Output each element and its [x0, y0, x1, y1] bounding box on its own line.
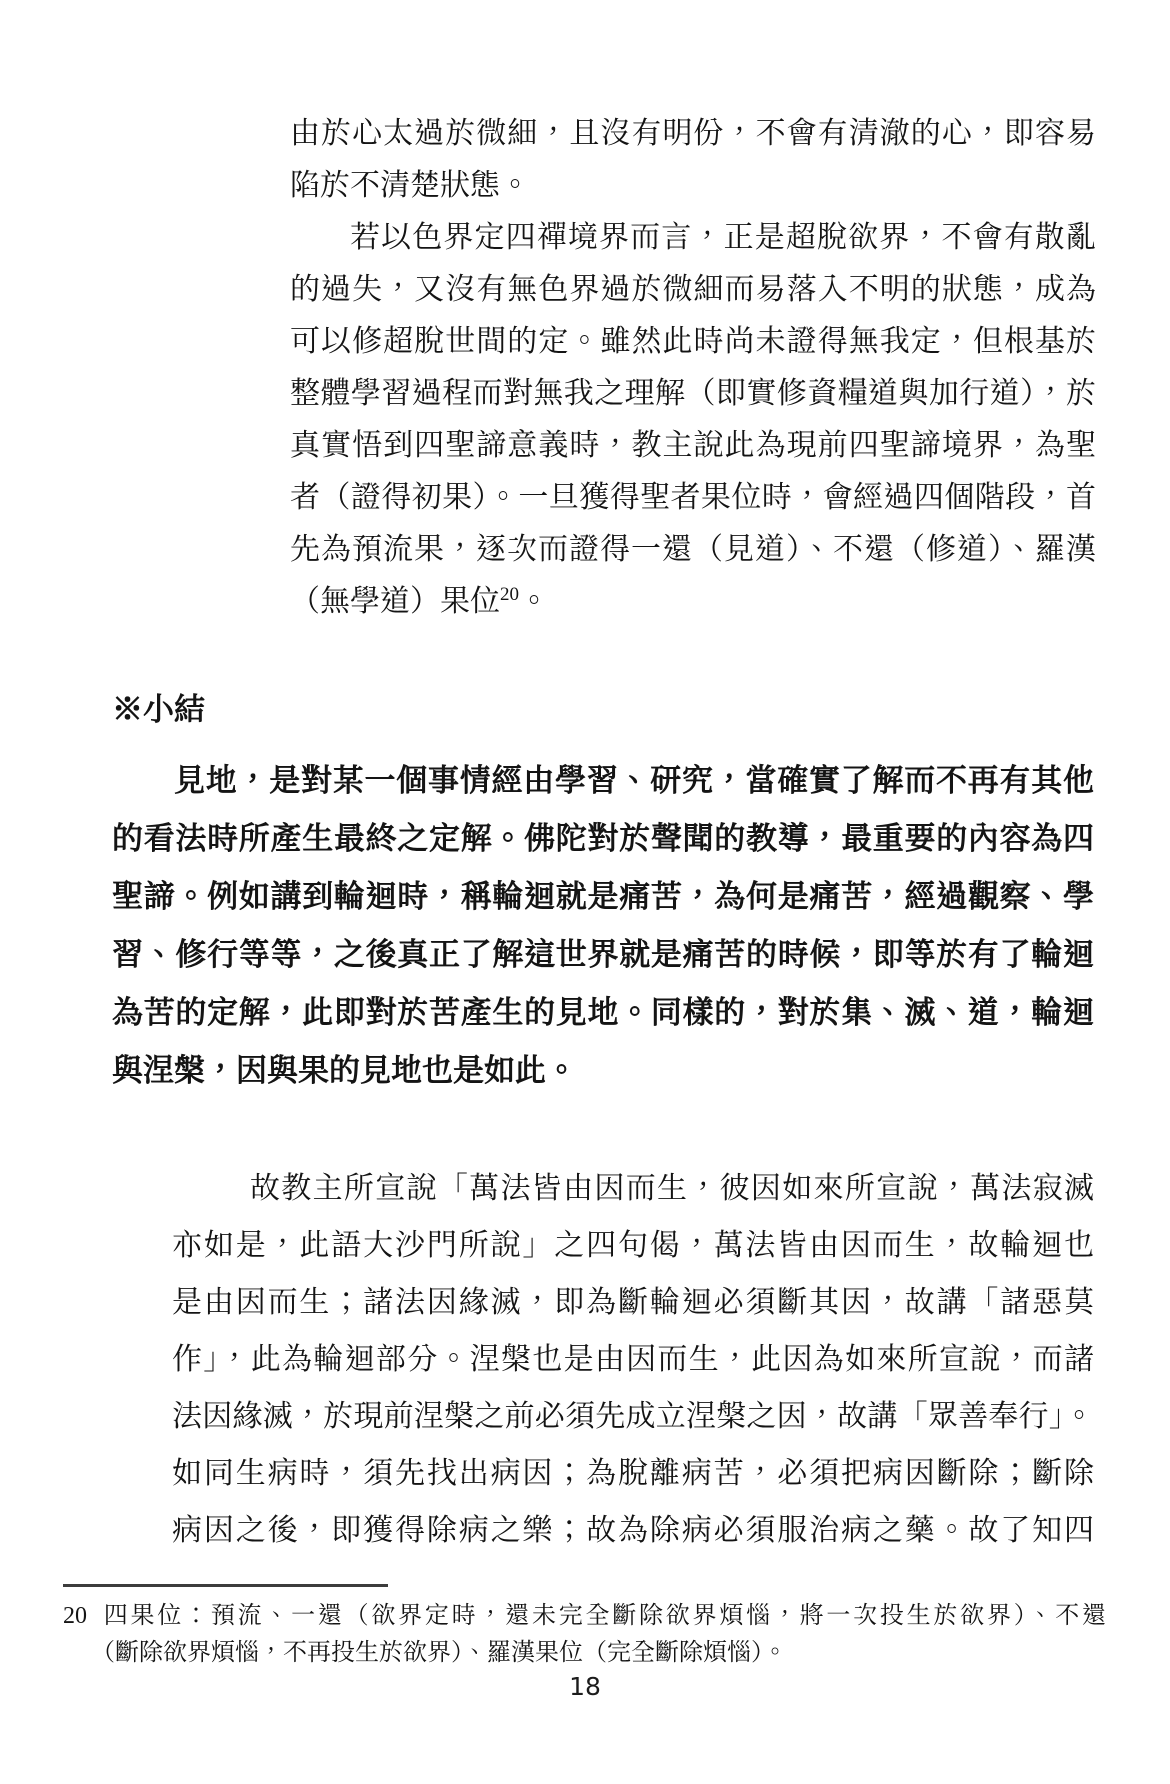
text-line: 如同生病時，須先找出病因；為脫離病苦，必須把病因斷除；斷除: [172, 1457, 1094, 1490]
text-line: 的看法時所產生最終之定解。佛陀對於聲聞的教導，最重要的內容為四: [112, 821, 1094, 856]
text-line: 見地，是對某一個事情經由學習、研究，當確實了解而不再有其他: [174, 763, 1094, 798]
text-line: 是由因而生；諸法因緣滅，即為斷輪迴必須斷其因，故講「諸惡莫: [172, 1286, 1094, 1319]
footnote-number: 20: [63, 1603, 87, 1629]
text-line: 與涅槃，因與果的見地也是如此。: [112, 1053, 577, 1088]
text-line: 陷於不清楚狀態。: [290, 169, 530, 202]
page-number: 18: [569, 1672, 601, 1701]
text-line: 病因之後，即獲得除病之樂；故為除病必須服治病之藥。故了知四: [172, 1514, 1094, 1547]
text-line: 真實悟到四聖諦意義時，教主說此為現前四聖諦境界，為聖: [290, 429, 1096, 462]
section-heading: ※小結: [112, 692, 205, 727]
quote-block-2: [172, 1160, 1094, 1559]
text-line: 故教主所宣說「萬法皆由因而生，彼因如來所宣說，萬法寂滅: [250, 1172, 1094, 1205]
text-line: 者（證得初果）。一旦獲得聖者果位時，會經過四個階段，首: [290, 481, 1096, 514]
quote-block-1: [290, 108, 1096, 628]
text-line: 習、修行等等，之後真正了解這世界就是痛苦的時候，即等於有了輪迴: [112, 937, 1094, 972]
text-segment: 。: [519, 585, 549, 618]
footnote: [63, 1598, 1106, 1672]
footnote-text: 四果位：預流、一還（欲界定時，還未完全斷除欲界煩惱，將一次投生於欲界）、不還: [101, 1603, 1106, 1629]
text-line: 亦如是，此語大沙門所說」之四句偈，萬法皆由因而生，故輪迴也: [172, 1229, 1094, 1262]
text-line: 作」，此為輪迴部分。涅槃也是由因而生，此因為如來所宣說，而諸: [172, 1343, 1094, 1376]
text-line: 為苦的定解，此即對於苦產生的見地。同樣的，對於集、滅、道，輪迴: [112, 995, 1094, 1030]
text-line: 由於心太過於微細，且沒有明份，不會有清澈的心，即容易: [290, 117, 1096, 150]
summary-paragraph: [112, 752, 1094, 1100]
text-line: 聖諦。例如講到輪迴時，稱輪迴就是痛苦，為何是痛苦，經過觀察、學: [112, 879, 1094, 914]
text-line: 先為預流果，逐次而證得一還（見道）、不還（修道）、羅漢: [290, 533, 1096, 566]
footnote-line: [63, 1598, 1106, 1635]
footnote-line: （斷除欲界煩惱，不再投生於欲界）、羅漢果位（完全斷除煩惱）。: [91, 1640, 787, 1666]
text-line: 若以色界定四禪境界而言，正是超脫欲界，不會有散亂: [350, 221, 1096, 254]
footnote-ref-20: 20: [500, 584, 519, 605]
text-line: 整體學習過程而對無我之理解（即實修資糧道與加行道），於: [290, 377, 1096, 410]
text-line: 法因緣滅，於現前涅槃之前必須先成立涅槃之因，故講「眾善奉行」。: [172, 1400, 1094, 1433]
text-line-with-footnote-ref: [290, 576, 1096, 628]
text-line: 的過失，又沒有無色界過於微細而易落入不明的狀態，成為: [290, 273, 1096, 306]
text-line: 可以修超脫世間的定。雖然此時尚未證得無我定，但根基於: [290, 325, 1096, 358]
footnote-separator: [63, 1584, 388, 1587]
text-segment: （無學道）果位: [290, 585, 500, 618]
